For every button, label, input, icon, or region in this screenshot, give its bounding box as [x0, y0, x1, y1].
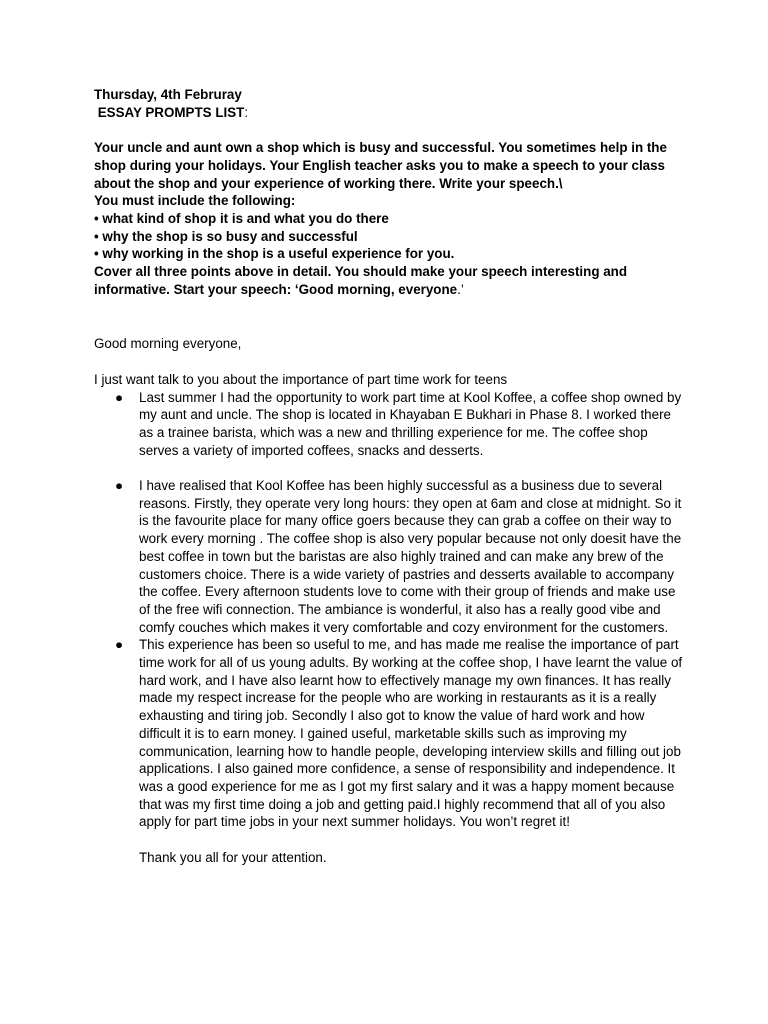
bullet-icon: ● [115, 389, 124, 405]
speech-closing: Thank you all for your attention. [139, 849, 327, 865]
essay-prompts-title [94, 104, 684, 122]
document-content [94, 86, 684, 866]
speech-point [94, 636, 684, 831]
essay-prompt-ending: .’ [457, 281, 464, 297]
essay-prompts-label: ESSAY PROMPTS LIST [97, 104, 245, 120]
bullet-icon: ● [115, 637, 124, 653]
speech-point-text: Last summer I had the opportunity to work part time at Kool Koffee, a coffee shop owned by my aunt and uncle. The shop is located in Khayaban E Bukhari in Phase 8. I worked there as a trainee barista, which was a new and thrilling experience for me. The coffee shop serves a variety of imported coffees, snacks and desserts. [139, 389, 682, 458]
speech-point-text: I have realised that Kool Koffee has been highly successful as a business due to several reasons. Firstly, they operate very long hours: they open at 6am and close at midnight. So it is the favourite place for many office goers because they can grab a coffee on their way to work every morning . The coffee shop is also very popular because not only doesit have the best coffee in town but the baristas are also highly trained and can make any brew of the customers choice. There is a wide variety of pastries and desserts available to accompany the coffee. Every afternoon students love to come with their group of friends and make use of the free wifi connection. The ambiance is wonderful, it also has a really good vibe and comfy couches which makes it very comfortable and cozy environment for the customers. [139, 478, 682, 635]
date-heading: Thursday, 4th Februray [94, 87, 242, 102]
essay-prompt [94, 139, 684, 298]
speech-point-text: This experience has been so useful to me, and has made me realise the importance of part time work for all of us young adults. By working at the coffee shop, I have learnt the value of hard work, and I have also learnt how to effectively manage my own finances. It has really made my respect increase for the people who are working in restaurants as it is a really exhausting and tiring job. Secondly I also got to know the value of hard work and how difficult it is to earn money. I gained useful, marketable skills such as improving my communication, learning how to handle people, developing interview skills and filling out job applications. I also gained more confidence, a sense of responsibility and independence. It was a good experience for me as I got my first salary and it was a happy moment because that was my first time doing a job and getting paid.I highly recommend that all of you also apply for part time jobs in your next summer holidays. You won’t regret it! [139, 637, 683, 830]
speech-points-list [94, 389, 684, 832]
bullet-icon: ● [115, 478, 124, 494]
speech-point [94, 477, 684, 636]
essay-prompts-colon: : [244, 104, 249, 120]
speech-greeting: Good morning everyone, [94, 336, 242, 352]
speech-intro: I just want talk to you about the importance of part time work for teens [94, 371, 508, 387]
speech-point [94, 389, 684, 460]
essay-prompt-text: Your uncle and aunt own a shop which is busy and successful. You sometimes help in the shop during your holidays. Your English teacher asks you to make a speech to your class about the shop and your experience of working there. Write your speech.\ You must include the following: • what kind of shop it is and what you do there • why the shop is so busy and successful • why working in the shop is a useful experience for you. Cover all three points above in detail. You should make your speech interesting and informative. Start your speech: ‘Good morning, everyone [94, 140, 667, 297]
